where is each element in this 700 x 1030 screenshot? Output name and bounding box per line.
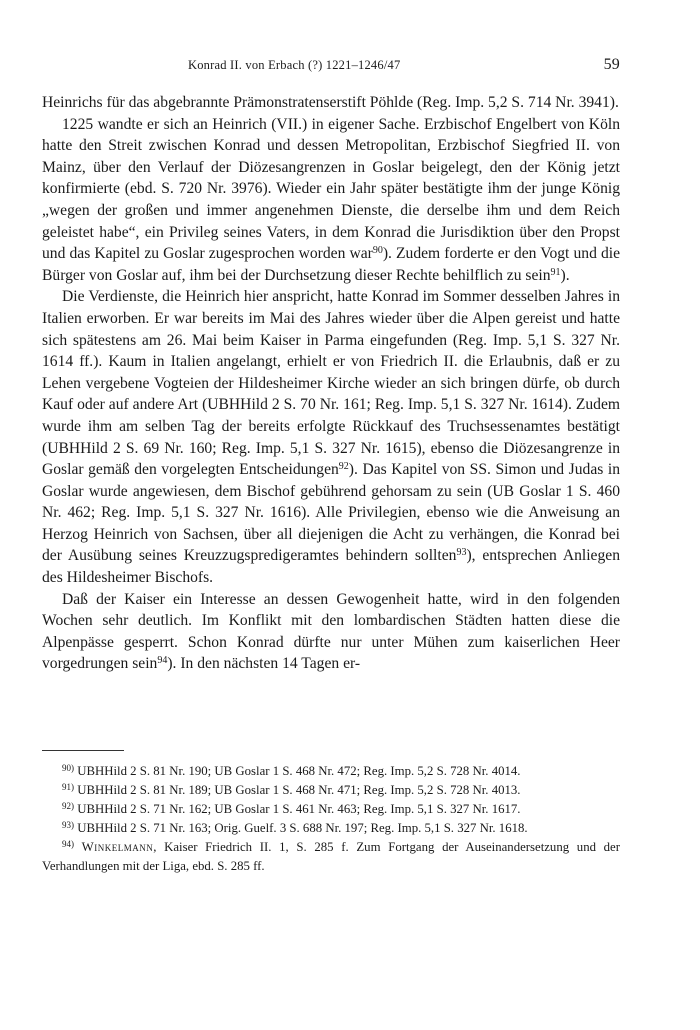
footnote-91	[42, 781, 620, 800]
footnote-author: Winkelmann	[81, 840, 154, 854]
note-reference-91[interactable]: 91	[550, 266, 561, 278]
paragraph-text: Die Verdienste, die Heinrich hier anspricht, hatte Konrad im Sommer desselben Jahres in Italien erworben. Er war bereits im Mai des Jahres wieder über die Alpen gereist und hatte sich spätestens am 26. Mai beim Kaiser in Parma eingefunden (Reg. Imp. 5,1 S. 327 Nr. 1614 ff.). Kaum in Italien angelangt, erhielt er von Friedrich II. die Erlaubnis, daß er zu Lehen vergebene Vogteien der Hildesheimer Kirche wieder an sich bringen dürfe, ob durch Kauf oder auf andere Art (UBHHild 2 S. 70 Nr. 161; Reg. Imp. 5,1 S. 327 Nr. 1614). Zudem wurde ihm am selben Tag der bereits erfolgte Rückkauf des Truchsessenamtes bestätigt (UBHHild 2 S. 69 Nr. 160; Reg. Imp. 5,1 S. 327 Nr. 1615), ebenso die Diözesangrenze in Goslar gemäß den vorgelegten Entscheidungen	[42, 288, 620, 479]
footnotes	[42, 762, 620, 876]
footnote-text: UBHHild 2 S. 71 Nr. 162; UB Goslar 1 S. 461 Nr. 463; Reg. Imp. 5,1 S. 327 Nr. 1617.	[77, 802, 521, 816]
body-text	[42, 92, 620, 675]
paragraph-text: 1225 wandte er sich an Heinrich (VII.) in eigener Sache. Erzbischof Engelbert von Köln hatte den Streit zwischen Konrad und dessen Metropolitan, Erzbischof Siegfried II. von Mainz, über den Verlauf der Diözesangrenzen in Goslar beigelegt, den der König jetzt konfirmierte (ebd. S. 720 Nr. 3976). Wieder ein Jahr später bestätigte ihm der junge König „wegen der großen und immer angenehmen Dienste, die derselbe ihm und dem Reich geleistet habe“, ein Privileg seines Vaters, in dem Konrad die Jurisdiktion über den Propst und das Kapitel zu Goslar zugesprochen worden war	[42, 115, 620, 263]
footnote-mark: 93)	[62, 820, 74, 830]
footnote-mark: 90)	[62, 763, 74, 773]
footnote-text: , Kaiser Friedrich II. 1, S. 285 f. Zum Fortgang der Auseinandersetzung und der Verhandlungen mit der Liga, ebd. S. 285 ff.	[42, 840, 620, 873]
footnote-mark: 91)	[62, 782, 74, 792]
footnote-mark: 94)	[62, 839, 74, 849]
note-reference-92[interactable]: 92	[338, 461, 349, 473]
running-header	[42, 56, 620, 76]
footnote-text: UBHHild 2 S. 71 Nr. 163; Orig. Guelf. 3 S. 688 Nr. 197; Reg. Imp. 5,1 S. 327 Nr. 1618.	[77, 821, 528, 835]
paragraph: Die Verdienste, die Heinrich hier anspricht, hatte Konrad im Sommer desselben Jahres in Italien erworben. Er war bereits im Mai des Jahres wieder über die Alpen gereist und hatte sich spätestens am 26. Mai beim Kaiser in Parma eingefunden (Reg. Imp. 5,1 S. 327 Nr. 1614 ff.). Kaum in Italien angelangt, erhielt er von Friedrich II. die Erlaubnis, daß er zu Lehen vergebene Vogteien der Hildesheimer Kirche wieder an sich bringen dürfe, ob durch Kauf oder auf andere Art (UBHHild 2 S. 70 Nr. 161; Reg. Imp. 5,1 S. 327 Nr. 1614). Zudem wurde ihm am selben Tag der bereits erfolgte Rückkauf des Truchsessenamtes bestätigt (UBHHild 2 S. 69 Nr. 160; Reg. Imp. 5,1 S. 327 Nr. 1615), ebenso die Diözesangrenze in Goslar gemäß den vorgelegten Entscheidungen$^{92}$). Das Kapitel von SS. Simon und Judas in Goslar wurde angewiesen, dem Bischof gebührend gehorsam zu sein (UB Goslar 1 S. 460 Nr. 462; Reg. Imp. 5,1 S. 327 Nr. 1616). Alle Privilegien, ebenso wie die Anweisung an Herzog Heinrich von Sachsen, über all diejenigen die Acht zu verhängen, die Konrad bei der Ausübung seines Kreuzzugspredigeramtes behindern sollten$^{93}$), entsprechen Anliegen des Hildesheimer Bischofs.	[42, 288, 620, 587]
paragraph-text: In den nächsten 14 Tagen er-	[180, 655, 361, 673]
footnote-93	[42, 819, 620, 838]
paragraph-text: Zudem forderte er den Vogt und die Bürger von Goslar auf, ihm bei der Durchsetzung dieser Rechte behilflich zu sein	[42, 245, 620, 284]
paragraph: Daß der Kaiser ein Interesse an dessen Gewogenheit hatte, wird in den folgenden Wochen sehr deutlich. Im Konflikt mit den lombardischen Städten hatten diese die Alpenpässe gesperrt. Schon Konrad dürfte nur unter Mühen zum kaiserlichen Heer vorgedrungen sein$^{94}$). In den nächsten 14 Tagen er-	[42, 590, 620, 673]
footnote-92	[42, 800, 620, 819]
running-title: Konrad II. von Erbach (?) 1221–1246/47	[188, 58, 401, 72]
footnote-90	[42, 762, 620, 781]
note-reference-94[interactable]: 94	[157, 655, 168, 667]
footnote-94	[42, 838, 620, 876]
page-number: 59	[603, 56, 620, 73]
paragraph-text: entsprechen Anliegen des Hildesheimer Bischofs.	[42, 547, 620, 587]
footnote-mark: 92)	[62, 801, 74, 811]
footnote-text: UBHHild 2 S. 81 Nr. 189; UB Goslar 1 S. 468 Nr. 471; Reg. Imp. 5,2 S. 728 Nr. 4013.	[77, 783, 521, 797]
note-reference-93[interactable]: 93	[456, 547, 467, 559]
paragraph-text: Daß der Kaiser ein Interesse an dessen Gewogenheit hatte, wird in den folgenden Wochen sehr deutlich. Im Konflikt mit den lombardischen Städten hatten diese die Alpenpässe gesperrt. Schon Konrad dürfte nur unter Mühen zum kaiserlichen Heer vorgedrungen sein	[42, 590, 620, 673]
paragraph-text: Heinrichs für das abgebrannte Prämonstratenserstift Pöhlde (Reg. Imp. 5,2 S. 714 Nr. 3941).	[42, 94, 619, 111]
paragraph: 1225 wandte er sich an Heinrich (VII.) in eigener Sache. Erzbischof Engelbert von Köln hatte den Streit zwischen Konrad und dessen Metropolitan, Erzbischof Siegfried II. von Mainz, über den Verlauf der Diözesangrenzen in Goslar beigelegt, den der König jetzt konfirmierte (ebd. S. 720 Nr. 3976). Wieder ein Jahr später bestätigte ihm der junge König „wegen der großen und immer angenehmen Dienste, die derselbe ihm und dem Reich geleistet habe“, ein Privileg seines Vaters, in dem Konrad die Jurisdiktion über den Propst und das Kapitel zu Goslar zugesprochen worden war$^{90}$). Zudem forderte er den Vogt und die Bürger von Goslar auf, ihm bei der Durchsetzung dieser Rechte behilflich zu sein$^{91}$).	[42, 115, 620, 284]
paragraph-continued	[42, 92, 620, 114]
footnote-text: UBHHild 2 S. 81 Nr. 190; UB Goslar 1 S. 468 Nr. 472; Reg. Imp. 5,2 S. 728 Nr. 4014.	[77, 764, 521, 778]
note-reference-90[interactable]: 90	[372, 245, 383, 257]
footnote-divider	[42, 750, 124, 751]
paragraph-text: Das Kapitel von SS. Simon und Judas in Goslar wurde angewiesen, dem Bischof gebührend gehorsam zu sein (UB Goslar 1 S. 460 Nr. 462; Reg. Imp. 5,1 S. 327 Nr. 1616). Alle Privilegien, ebenso wie die Anweisung an Herzog Heinrich von Sachsen, über all diejenigen die Acht zu verhängen, die Konrad bei der Ausübung seines Kreuzzugspredigeramtes behindern sollten	[42, 461, 620, 565]
